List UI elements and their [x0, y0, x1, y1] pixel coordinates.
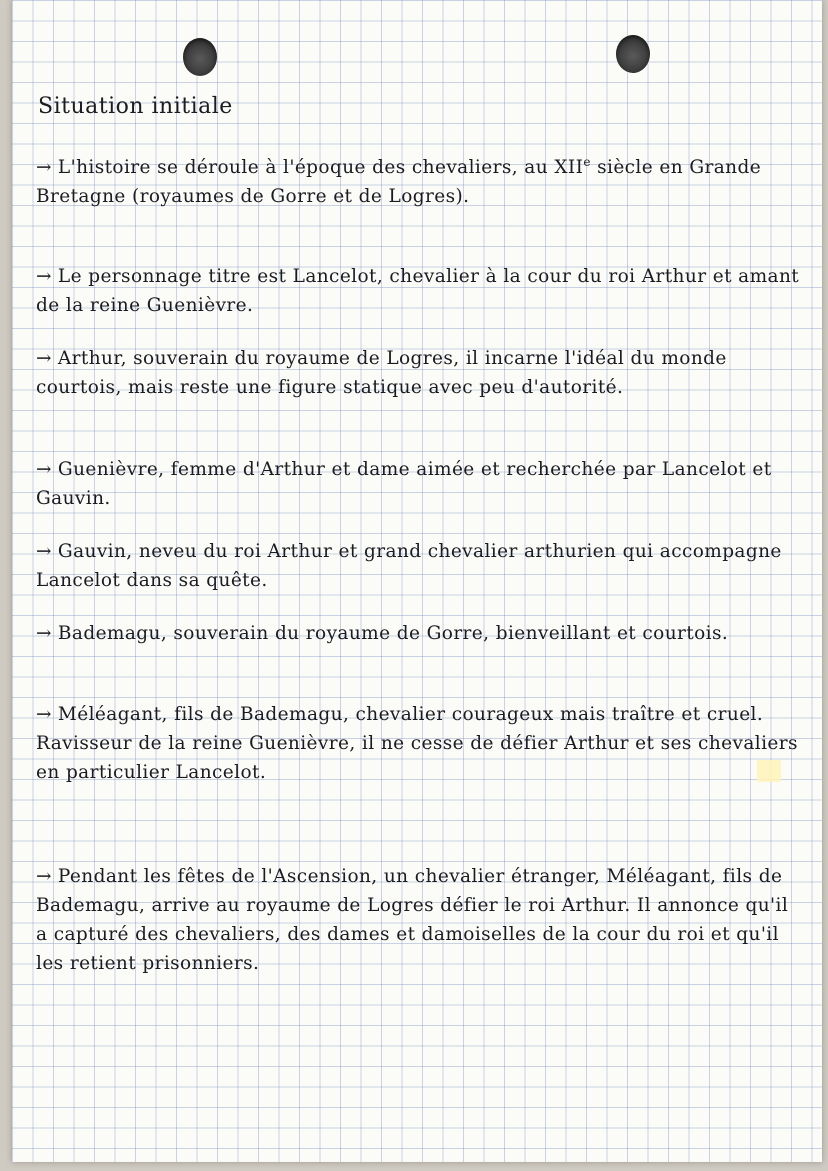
paragraph-text: Pendant les fêtes de l'Ascension, un chevalier étranger, Méléagant, fils de Bademagu, arrive au royaume de Logres défier le roi Arthur. Il annonce qu'il a capturé des chevaliers, des dames et damoiselles de la cour du roi et qu'il les retient prisonniers. [36, 866, 789, 974]
punch-hole-right [616, 35, 650, 73]
paragraph-meleagant [36, 700, 801, 787]
paragraph-text: Arthur, souverain du royaume de Logres, il incarne l'idéal du monde courtois, mais reste une figure statique avec peu d'autorité. [36, 348, 727, 398]
arrow-icon: → [36, 348, 52, 369]
paragraph-gauvin [36, 537, 801, 595]
arrow-icon: → [36, 266, 52, 287]
paragraph-text: L'histoire se déroule à l'époque des chevaliers, au XII [57, 157, 584, 179]
arrow-icon: → [36, 704, 52, 725]
century-superscript: e [583, 155, 591, 169]
paragraph-ascension [36, 862, 801, 978]
paragraph-text: Guenièvre, femme d'Arthur et dame aimée et recherchée par Lancelot et Gauvin. [36, 459, 772, 509]
paragraph-text: Méléagant, fils de Bademagu, chevalier courageux mais traître et cruel. Ravisseur de la reine Guenièvre, il ne cesse de défier Arthur et ses chevaliers en particulier Lancelot. [36, 704, 798, 783]
paragraph-text: Le personnage titre est Lancelot, chevalier à la cour du roi Arthur et amant de la reine Guenièvre. [36, 266, 800, 316]
arrow-icon: → [36, 541, 52, 562]
page-title: Situation initiale [38, 94, 233, 119]
arrow-icon: → [36, 459, 52, 480]
arrow-icon: → [36, 157, 52, 179]
paragraph-text: Bademagu, souverain du royaume de Gorre, bienveillant et courtois. [57, 623, 729, 644]
paragraph-arthur [36, 344, 801, 402]
arrow-icon: → [36, 866, 52, 887]
arrow-icon: → [36, 623, 52, 644]
paragraph-setting [36, 148, 801, 211]
paragraph-text-rest: siècle en Grande Bretagne (royaumes de Gorre et de Logres). [36, 157, 762, 208]
notebook-page [12, 0, 822, 1162]
paragraph-guenievre [36, 455, 801, 513]
paragraph-lancelot [36, 262, 801, 320]
paragraph-text: Gauvin, neveu du roi Arthur et grand chevalier arthurien qui accompagne Lancelot dans sa quête. [36, 541, 782, 591]
paragraph-bademagu [36, 619, 801, 648]
punch-hole-left [183, 38, 217, 76]
